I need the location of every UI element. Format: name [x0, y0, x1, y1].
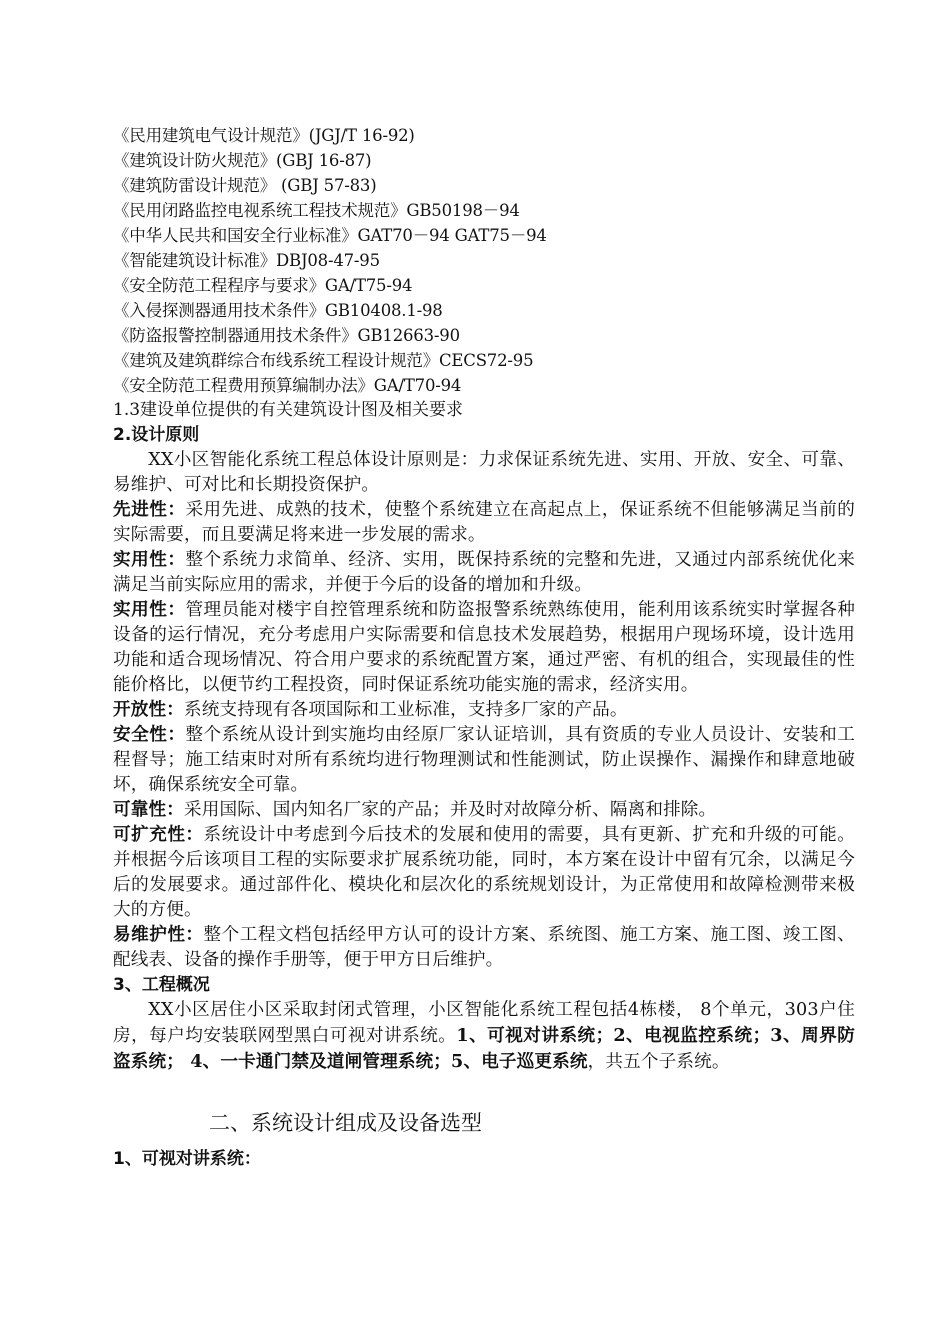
- principle-security: [113, 723, 855, 798]
- principle-text: 系统支持现有各项国际和工业标准，支持多厂家的产品。: [183, 700, 628, 720]
- principle-text: 管理员能对楼宇自控管理系统和防盗报警系统熟练使用，能利用该系统实时掌握各种设备的运行情况，充分考虑用户实际需要和信息技术发展趋势，根据用户现场环境，设计选用功能和适合现场情况、符合用户要求的系统配置方案，通过严密、有机的组合，实现最佳的性能价格比，以便节约工程投资，同时保证系统功能实施的需求，经济实用。: [113, 600, 855, 695]
- principle-openness: [113, 698, 855, 723]
- principle-label: 可靠性：: [113, 800, 184, 820]
- reference-list: [113, 123, 855, 398]
- reference-item: 《智能建筑设计标准》DBJ08-47-95: [113, 251, 380, 270]
- project-overview-heading: 3、工程概况: [113, 975, 210, 995]
- principle-text: 整个工程文档包括经甲方认可的设计方案、系统图、施工方案、施工图、竣工图、配线表、设备的操作手册等，便于甲方日后维护。: [113, 925, 855, 970]
- overview-text: XX小区居住小区采取封闭式管理，小区智能化系统工程包括4栋楼， 8个单元，303户住房，每户均安装联网型黑白可视对讲系统。: [113, 1000, 855, 1046]
- design-principles-heading: 2.设计原则: [113, 425, 200, 445]
- item-1-3: 1.3建设单位提供的有关建筑设计图及相关要求: [113, 400, 464, 420]
- principle-label: 先进性：: [113, 500, 186, 520]
- reference-item: 《防盗报警控制器通用技术条件》GB12663-90: [113, 326, 460, 345]
- reference-item: 《民用闭路监控电视系统工程技术规范》GB50198－94: [113, 201, 520, 220]
- reference-item: 《建筑防雷设计规范》 (GBJ 57-83): [113, 176, 377, 195]
- principle-maintainability: [113, 923, 855, 973]
- principle-text: 系统设计中考虑到今后技术的发展和使用的需要，具有更新、扩充和升级的可能。并根据今后该项目工程的实际要求扩展系统功能，同时，本方案在设计中留有冗余，以满足今后的发展要求。通过部件化、模块化和层次化的系统规划设计，为正常使用和故障检测带来极大的方便。: [113, 825, 855, 920]
- subsection-1-title: 1、可视对讲系统：: [113, 1149, 261, 1169]
- design-intro: XX小区智能化系统工程总体设计原则是：力求保证系统先进、实用、开放、安全、可靠、易维护、可对比和长期投资保护。: [113, 450, 855, 495]
- principle-label: 实用性：: [113, 600, 186, 620]
- principle-label: 可扩充性：: [113, 825, 204, 845]
- reference-item: 《建筑设计防火规范》(GBJ 16-87): [113, 151, 372, 170]
- principle-label: 实用性：: [113, 550, 186, 570]
- principle-scalability: [113, 823, 855, 923]
- principle-reliability: [113, 798, 855, 823]
- principle-text: 整个系统从设计到实施均由经原厂家认证培训，具有资质的专业人员设计、安装和工程督导；施工结束时对所有系统均进行物理测试和性能测试，防止误操作、漏操作和肆意地破坏，确保系统安全可靠。: [113, 725, 855, 795]
- chapter-two-title: 二、系统设计组成及设备选型: [209, 1111, 482, 1135]
- principle-text: 采用国际、国内知名厂家的产品；并及时对故障分析、隔离和排除。: [183, 800, 717, 820]
- principle-practical: [113, 548, 855, 598]
- reference-item: 《安全防范工程程序与要求》GA/T75-94: [113, 276, 413, 295]
- principle-label: 开放性：: [113, 700, 184, 720]
- reference-item: 《安全防范工程费用预算编制办法》GA/T70-94: [113, 376, 462, 395]
- principle-advanced: [113, 498, 855, 548]
- document-page: [113, 123, 855, 1172]
- reference-item: 《建筑及建筑群综合布线系统工程设计规范》CECS72-95: [113, 351, 534, 370]
- reference-item: 《民用建筑电气设计规范》(JGJ/T 16-92): [113, 126, 415, 145]
- reference-item: 《中华人民共和国安全行业标准》GAT70－94 GAT75－94: [113, 226, 547, 245]
- principle-text: 整个系统力求简单、经济、实用，既保持系统的完整和先进，又通过内部系统优化来满足当前实际应用的需求，并便于今后的设备的增加和升级。: [113, 550, 855, 595]
- principle-text: 采用先进、成熟的技术，使整个系统建立在高起点上，保证系统不但能够满足当前的实际需要，而且要满足将来进一步发展的需求。: [113, 500, 855, 545]
- overview-text-end: ，共五个子系统。: [587, 1052, 730, 1072]
- reference-item: 《入侵探测器通用技术条件》GB10408.1-98: [113, 301, 443, 320]
- principle-label: 安全性：: [113, 725, 186, 745]
- subsystem-list: 1、可视对讲系统；2、电视监控系统；3、周界防盗系统； 4、一卡通门禁及道闸管理系统；5、电子巡更系统: [113, 1025, 855, 1072]
- project-overview-text: [113, 998, 855, 1075]
- principle-label: 易维护性：: [113, 925, 204, 945]
- principle-practical-2: [113, 598, 855, 698]
